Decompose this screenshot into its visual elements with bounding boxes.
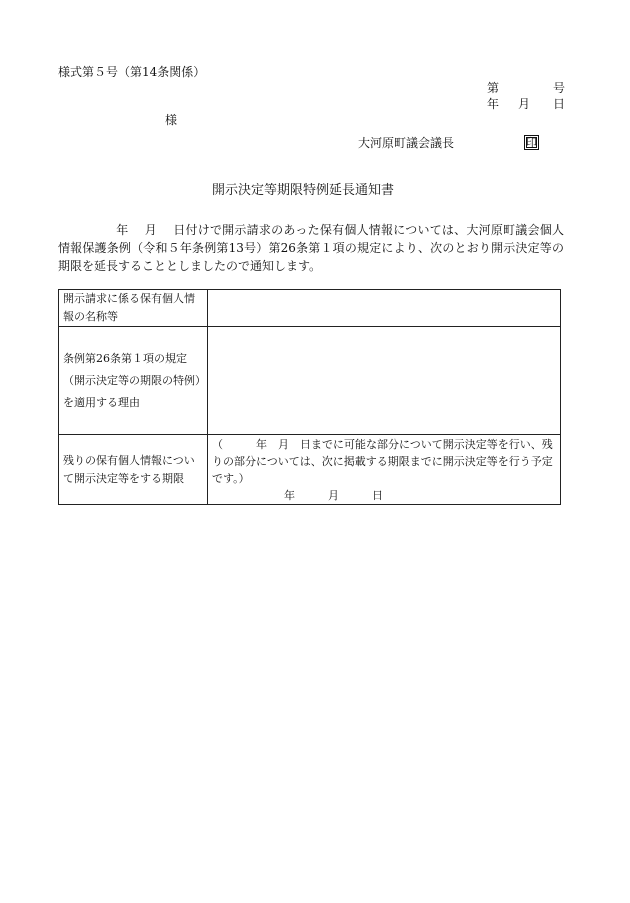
seal-stamp	[524, 135, 539, 150]
row1-value	[208, 290, 561, 327]
table-row	[59, 327, 561, 435]
body-date-year: 年	[116, 223, 129, 237]
addressee-suffix: 様	[165, 113, 178, 127]
row2-value	[208, 327, 561, 435]
row1-label: 開示請求に係る保有個人情報の名称等	[59, 290, 208, 327]
doc-number-dai: 第	[487, 81, 500, 95]
row3-note: （ 年 月 日までに可能な部分について開示決定等を行い、残りの部分については、次に掲載する期限までに開示決定等を行う予定です。）	[212, 438, 553, 485]
issue-date-day: 日	[553, 97, 566, 111]
issue-date-year: 年	[487, 97, 500, 111]
row3-deadline-date: 年 月 日	[284, 489, 383, 502]
body-text: 付けで開示請求のあった保有個人情報については、大河原町議会個人情報保護条例（令和５年条例第13号）第26条第１項の規定により、次のとおり開示決定等の期限を延長することとしましたので通知します。	[58, 223, 564, 273]
info-table	[58, 289, 561, 505]
body-date-day: 日	[173, 223, 186, 237]
seal-label: 印	[526, 136, 537, 149]
row2-label: 条例第26条第１項の規定（開示決定等の期限の特例）を適用する理由	[59, 327, 208, 435]
table-row	[59, 435, 561, 505]
issue-date-month: 月	[518, 97, 531, 111]
document-title: 開示決定等期限特例延長通知書	[212, 183, 395, 198]
doc-number-go: 号	[553, 81, 566, 95]
row3-value	[208, 435, 561, 505]
row3-label: 残りの保有個人情報について開示決定等をする期限	[59, 435, 208, 505]
sender-name: 大河原町議会議長	[358, 136, 455, 150]
body-date-month: 月	[144, 223, 157, 237]
table-row	[59, 290, 561, 327]
form-number: 様式第５号（第14条関係）	[58, 65, 206, 79]
body-paragraph	[58, 221, 564, 275]
